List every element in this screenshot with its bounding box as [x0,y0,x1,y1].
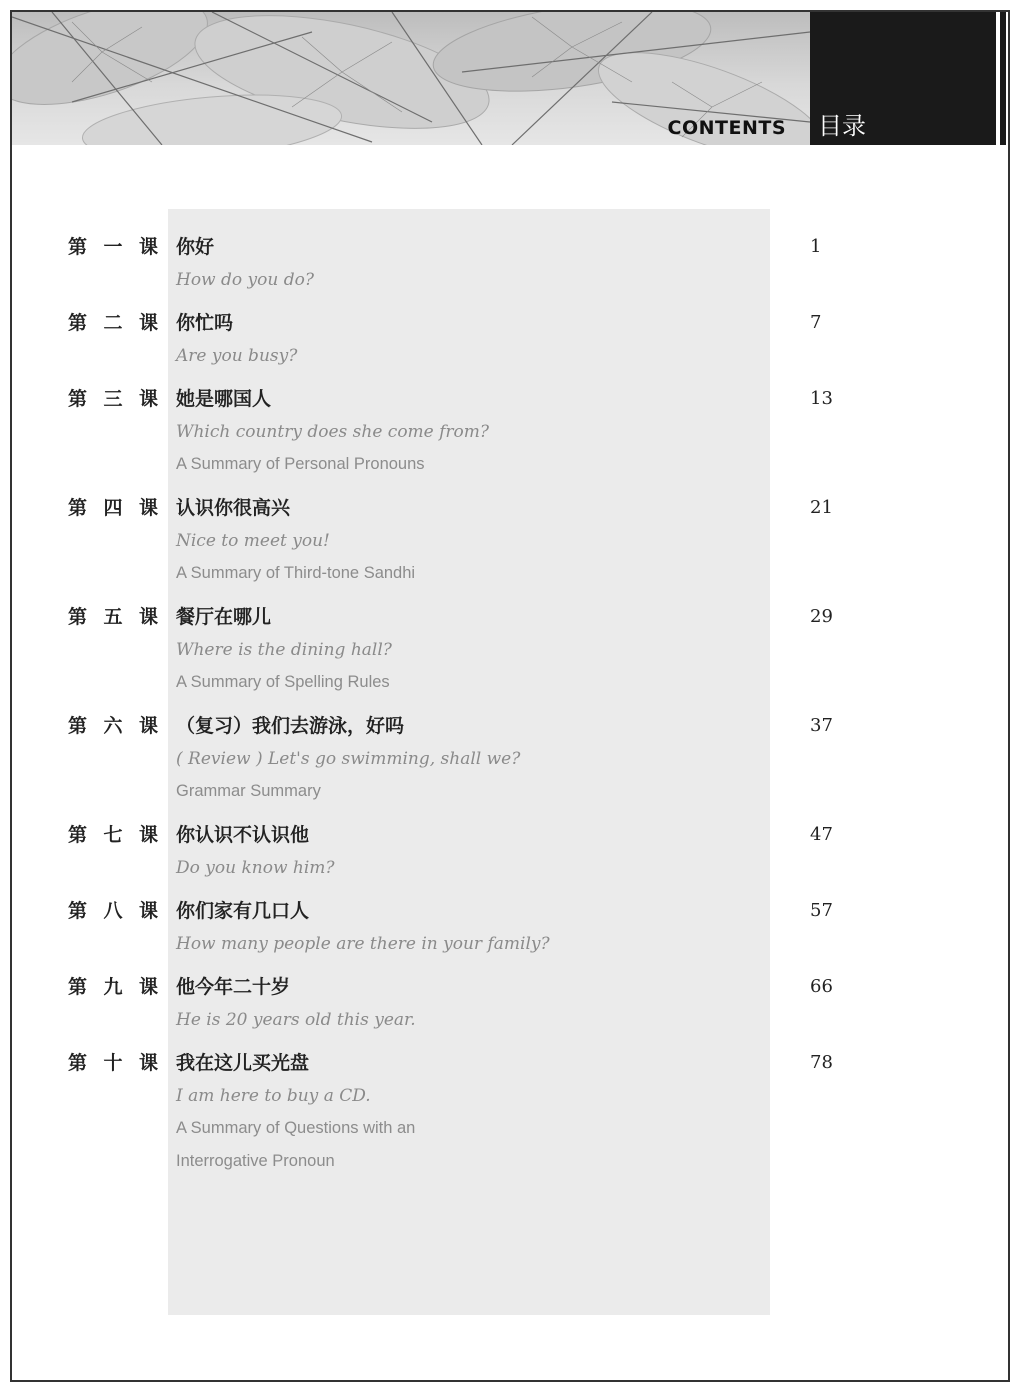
page-number: 29 [810,606,833,627]
lesson-number-char: 第 [68,1052,88,1074]
lesson-number-char: 课 [138,1052,158,1074]
lesson-number-char: 第 [68,824,88,846]
lesson-number [68,898,158,924]
lesson-number [68,713,158,739]
lesson-number-char: 课 [138,606,158,628]
page-number: 66 [810,976,833,997]
page-number: 1 [810,236,822,257]
leaf-decoration-image [12,12,810,145]
lesson-number [68,310,158,336]
lesson-title: 我在这儿买光盘 [176,1052,310,1074]
lesson-number-char: 八 [103,900,123,922]
lesson-number [68,822,158,848]
lesson-title: 他今年二十岁 [176,976,291,998]
edge-bar [1000,12,1006,145]
lesson-number-char: 九 [103,976,123,998]
header-banner [12,12,1008,145]
lesson-number-char: 六 [103,715,123,737]
lesson-subtitle: How many people are there in your family? [176,934,550,954]
lesson-number-char: 课 [138,236,158,258]
contents-heading: CONTENTS [667,117,786,139]
lesson-number [68,974,158,1000]
page-number: 47 [810,824,833,845]
lesson-number-char: 七 [103,824,123,846]
table-of-contents-title: 目录 [818,112,866,140]
lesson-subtitle: Nice to meet you! [176,531,330,551]
lesson-number [68,386,158,412]
lesson-subtitle: I am here to buy a CD. [176,1086,371,1106]
lesson-summary: A Summary of Third-tone Sandhi [176,564,416,582]
lesson-number-char: 第 [68,312,88,334]
lesson-subtitle: Do you know him? [176,858,335,878]
page-number: 37 [810,715,833,736]
lesson-number-char: 第 [68,606,88,628]
lesson-number-char: 四 [103,497,123,519]
lesson-number-char: 第 [68,976,88,998]
lesson-title: 你好 [176,236,215,258]
lesson-title: 你认识不认识他 [176,824,310,846]
lesson-number-char: 课 [138,715,158,737]
lesson-subtitle: Where is the dining hall? [176,640,392,660]
lesson-number-char: 第 [68,900,88,922]
lesson-subtitle: Which country does she come from? [176,422,490,442]
page-number: 21 [810,497,833,518]
lesson-number-char: 第 [68,497,88,519]
lesson-subtitle: How do you do? [176,270,314,290]
title-block [810,12,996,145]
book-page [10,10,1010,1382]
lesson-number-char: 三 [103,388,123,410]
lesson-number-char: 第 [68,236,88,258]
lesson-subtitle: Are you busy? [176,346,298,366]
page-number: 7 [810,312,822,333]
lesson-subtitle: He is 20 years old this year. [176,1010,416,1030]
lesson-number-char: 五 [103,606,123,628]
lesson-number [68,1050,158,1076]
lesson-number-char: 课 [138,900,158,922]
page-number: 13 [810,388,833,409]
lesson-number-char: 二 [103,312,123,334]
lesson-number-char: 第 [68,715,88,737]
lesson-title: 你们家有几口人 [176,900,310,922]
lesson-summary: Interrogative Pronoun [176,1152,335,1170]
lesson-number-char: 课 [138,388,158,410]
lesson-summary: A Summary of Personal Pronouns [176,455,425,473]
lesson-title: 你忙吗 [176,312,234,334]
lesson-number-char: 一 [103,236,123,258]
lesson-title: 餐厅在哪儿 [176,606,272,628]
lesson-number [68,234,158,260]
lesson-title: （复习）我们去游泳，好吗 [176,715,405,737]
lesson-number-char: 第 [68,388,88,410]
lesson-number-char: 课 [138,976,158,998]
lesson-number [68,495,158,521]
lesson-summary: Grammar Summary [176,782,321,800]
lesson-number-char: 十 [103,1052,123,1074]
lesson-number-char: 课 [138,824,158,846]
lesson-number-char: 课 [138,497,158,519]
page-number: 57 [810,900,833,921]
lesson-number-char: 课 [138,312,158,334]
lesson-summary: A Summary of Questions with an [176,1119,416,1137]
lesson-number [68,604,158,630]
page-number: 78 [810,1052,833,1073]
lesson-title: 认识你很高兴 [176,497,291,519]
lesson-title: 她是哪国人 [176,388,272,410]
lesson-summary: A Summary of Spelling Rules [176,673,390,691]
lesson-subtitle: ( Review ) Let's go swimming, shall we? [176,749,521,769]
